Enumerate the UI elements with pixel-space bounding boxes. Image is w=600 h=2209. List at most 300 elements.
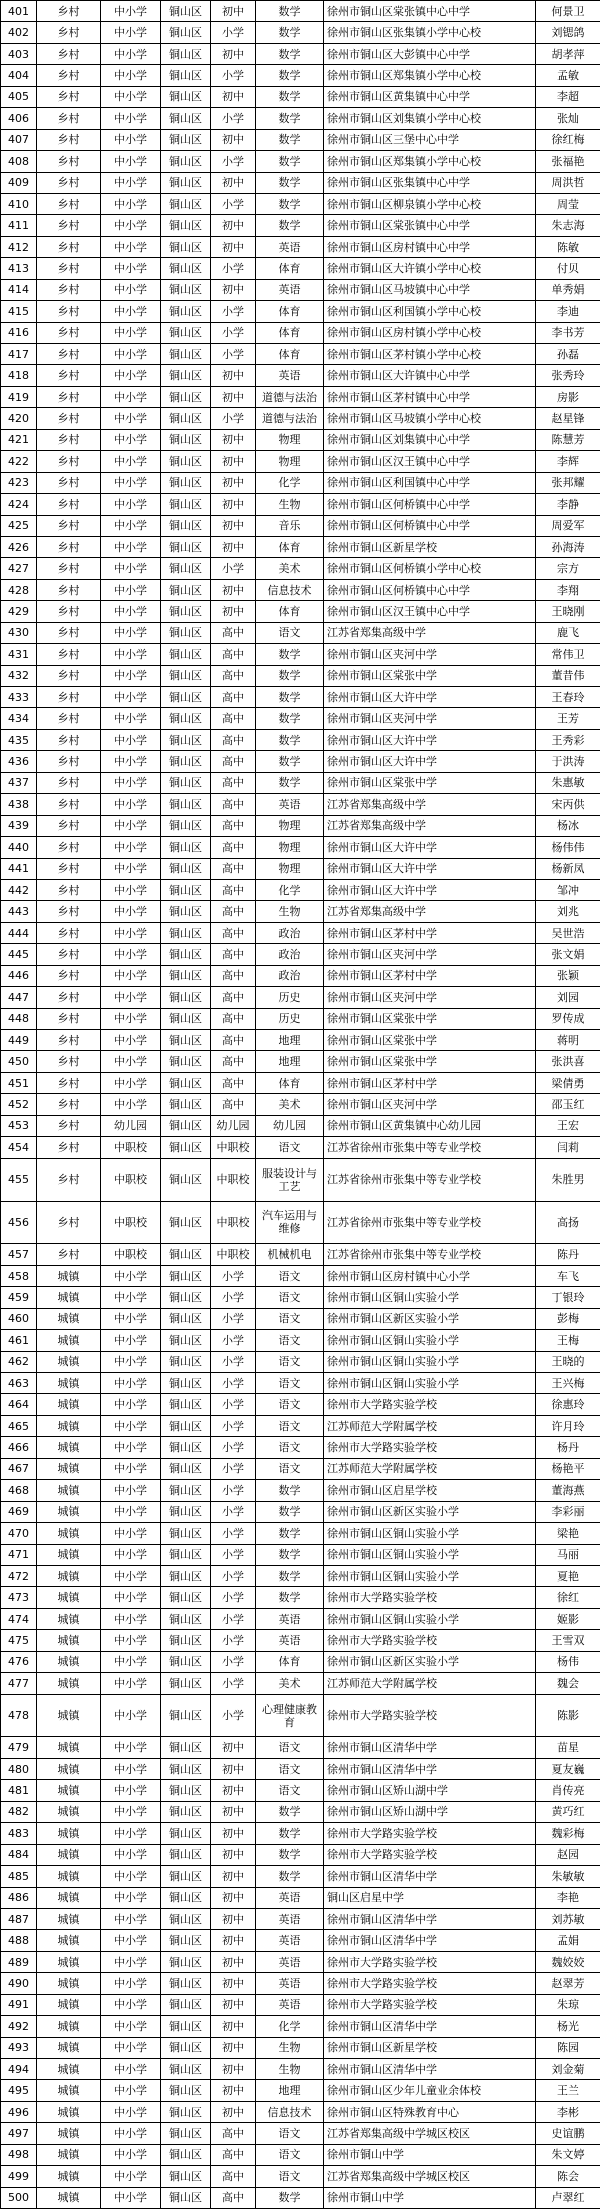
district-cell: 铜山区 <box>161 2059 211 2080</box>
subject-cell: 英语 <box>256 1973 324 1994</box>
school-level-cell: 小学 <box>211 1265 256 1286</box>
school-category-cell: 中小学 <box>101 901 161 922</box>
school-category-cell: 中小学 <box>101 1544 161 1565</box>
row-number-cell: 422 <box>1 451 37 472</box>
school-category-cell: 中小学 <box>101 86 161 107</box>
area-type-cell: 乡村 <box>37 86 101 107</box>
school-category-cell: 中小学 <box>101 408 161 429</box>
school-category-cell: 中小学 <box>101 65 161 86</box>
row-number-cell: 446 <box>1 965 37 986</box>
area-type-cell: 城镇 <box>37 1308 101 1329</box>
school-level-cell: 中职校 <box>211 1137 256 1158</box>
area-type-cell: 城镇 <box>37 2123 101 2144</box>
school-name-cell: 徐州市铜山区夹河中学 <box>324 644 536 665</box>
subject-cell: 数学 <box>256 1823 324 1844</box>
row-number-cell: 497 <box>1 2123 37 2144</box>
school-level-cell: 初中 <box>211 451 256 472</box>
school-level-cell: 中职校 <box>211 1201 256 1244</box>
subject-cell: 语文 <box>256 1458 324 1479</box>
district-cell: 铜山区 <box>161 1630 211 1651</box>
area-type-cell: 城镇 <box>37 1887 101 1908</box>
school-name-cell: 徐州市铜山区新星学校 <box>324 536 536 557</box>
school-name-cell: 徐州市铜山区茅村中学 <box>324 965 536 986</box>
area-type-cell: 乡村 <box>37 601 101 622</box>
area-type-cell: 城镇 <box>37 1973 101 1994</box>
school-name-cell: 徐州市铜山区大许中学 <box>324 729 536 750</box>
teacher-name-cell: 徐红梅 <box>536 129 600 150</box>
subject-cell: 政治 <box>256 965 324 986</box>
subject-cell: 物理 <box>256 837 324 858</box>
district-cell: 铜山区 <box>161 1565 211 1586</box>
school-level-cell: 初中 <box>211 2016 256 2037</box>
row-number-cell: 465 <box>1 1415 37 1436</box>
subject-cell: 体育 <box>256 301 324 322</box>
teacher-name-cell: 常伟卫 <box>536 644 600 665</box>
district-cell: 铜山区 <box>161 1158 211 1201</box>
school-level-cell: 初中 <box>211 1758 256 1779</box>
teacher-name-cell: 朱文婷 <box>536 2144 600 2165</box>
teacher-name-cell: 夏友巍 <box>536 1758 600 1779</box>
school-category-cell: 中小学 <box>101 1308 161 1329</box>
school-name-cell: 徐州市铜山区何桥镇小学中心校 <box>324 558 536 579</box>
school-level-cell: 初中 <box>211 1951 256 1972</box>
school-level-cell: 小学 <box>211 65 256 86</box>
school-level-cell: 小学 <box>211 1608 256 1629</box>
district-cell: 铜山区 <box>161 215 211 236</box>
school-name-cell: 徐州市大学路实验学校 <box>324 1844 536 1865</box>
school-category-cell: 中小学 <box>101 1651 161 1672</box>
school-name-cell: 徐州市铜山区汉王镇中心中学 <box>324 451 536 472</box>
subject-cell: 英语 <box>256 279 324 300</box>
district-cell: 铜山区 <box>161 301 211 322</box>
school-level-cell: 初中 <box>211 1823 256 1844</box>
teacher-name-cell: 张颖 <box>536 965 600 986</box>
school-name-cell: 徐州市大学路实验学校 <box>324 1437 536 1458</box>
school-category-cell: 中小学 <box>101 515 161 536</box>
school-name-cell: 徐州市大学路实验学校 <box>324 1630 536 1651</box>
district-cell: 铜山区 <box>161 108 211 129</box>
table-row <box>1 815 600 836</box>
school-name-cell: 徐州市铜山区张集镇小学中心校 <box>324 22 536 43</box>
school-level-cell: 高中 <box>211 729 256 750</box>
school-level-cell: 高中 <box>211 1072 256 1093</box>
table-row <box>1 386 600 407</box>
subject-cell: 信息技术 <box>256 2101 324 2122</box>
area-type-cell: 乡村 <box>37 429 101 450</box>
school-name-cell: 江苏省徐州市张集中等专业学校 <box>324 1137 536 1158</box>
table-row <box>1 2144 600 2165</box>
district-cell: 铜山区 <box>161 622 211 643</box>
subject-cell: 语文 <box>256 2166 324 2187</box>
district-cell: 铜山区 <box>161 1587 211 1608</box>
teacher-name-cell: 李彩丽 <box>536 1501 600 1522</box>
table-row <box>1 1930 600 1951</box>
subject-cell: 数学 <box>256 665 324 686</box>
row-number-cell: 462 <box>1 1351 37 1372</box>
school-name-cell: 徐州市铜山区刘集镇小学中心校 <box>324 108 536 129</box>
row-number-cell: 420 <box>1 408 37 429</box>
teacher-name-cell: 王晓刚 <box>536 601 600 622</box>
subject-cell: 体育 <box>256 258 324 279</box>
teacher-name-cell: 宗方 <box>536 558 600 579</box>
school-name-cell: 徐州市铜山区大彭镇中心中学 <box>324 43 536 64</box>
subject-cell: 语文 <box>256 1394 324 1415</box>
area-type-cell: 城镇 <box>37 1823 101 1844</box>
school-category-cell: 中小学 <box>101 1373 161 1394</box>
school-level-cell: 高中 <box>211 858 256 879</box>
row-number-cell: 486 <box>1 1887 37 1908</box>
table-row <box>1 2123 600 2144</box>
district-cell: 铜山区 <box>161 1823 211 1844</box>
district-cell: 铜山区 <box>161 1287 211 1308</box>
teacher-name-cell: 黄巧红 <box>536 1801 600 1822</box>
area-type-cell: 乡村 <box>37 772 101 793</box>
area-type-cell: 乡村 <box>37 1094 101 1115</box>
school-category-cell: 中小学 <box>101 172 161 193</box>
table-row <box>1 1608 600 1629</box>
row-number-cell: 408 <box>1 151 37 172</box>
school-category-cell: 中小学 <box>101 879 161 900</box>
district-cell: 铜山区 <box>161 987 211 1008</box>
area-type-cell: 城镇 <box>37 1265 101 1286</box>
area-type-cell: 乡村 <box>37 687 101 708</box>
row-number-cell: 431 <box>1 644 37 665</box>
subject-cell: 体育 <box>256 344 324 365</box>
area-type-cell: 城镇 <box>37 2101 101 2122</box>
school-level-cell: 高中 <box>211 965 256 986</box>
area-type-cell: 乡村 <box>37 386 101 407</box>
area-type-cell: 乡村 <box>37 108 101 129</box>
row-number-cell: 494 <box>1 2059 37 2080</box>
school-name-cell: 徐州市铜山区三堡中心中学 <box>324 129 536 150</box>
school-level-cell: 高中 <box>211 837 256 858</box>
teacher-name-cell: 魏会 <box>536 1673 600 1694</box>
teacher-name-cell: 吴世浩 <box>536 922 600 943</box>
row-number-cell: 474 <box>1 1608 37 1629</box>
school-name-cell: 江苏师范大学附属学校 <box>324 1673 536 1694</box>
area-type-cell: 乡村 <box>37 151 101 172</box>
school-name-cell: 徐州市铜山区大许中学 <box>324 858 536 879</box>
row-number-cell: 410 <box>1 193 37 214</box>
school-category-cell: 中小学 <box>101 815 161 836</box>
teacher-name-cell: 魏姣姣 <box>536 1951 600 1972</box>
teacher-name-cell: 邵玉红 <box>536 1094 600 1115</box>
district-cell: 铜山区 <box>161 536 211 557</box>
table-row <box>1 1780 600 1801</box>
row-number-cell: 469 <box>1 1501 37 1522</box>
school-name-cell: 徐州市铜山区茅村镇小学中心校 <box>324 344 536 365</box>
table-row <box>1 236 600 257</box>
subject-cell: 服装设计与工艺 <box>256 1158 324 1201</box>
table-row <box>1 1373 600 1394</box>
row-number-cell: 444 <box>1 922 37 943</box>
table-row <box>1 1287 600 1308</box>
row-number-cell: 417 <box>1 344 37 365</box>
subject-cell: 英语 <box>256 1630 324 1651</box>
area-type-cell: 城镇 <box>37 1394 101 1415</box>
school-level-cell: 初中 <box>211 536 256 557</box>
area-type-cell: 乡村 <box>37 129 101 150</box>
district-cell: 铜山区 <box>161 1651 211 1672</box>
school-category-cell: 中小学 <box>101 2187 161 2208</box>
teacher-name-cell: 付贝 <box>536 258 600 279</box>
school-category-cell: 中小学 <box>101 2016 161 2037</box>
row-number-cell: 451 <box>1 1072 37 1093</box>
row-number-cell: 416 <box>1 322 37 343</box>
school-category-cell: 中小学 <box>101 1908 161 1929</box>
area-type-cell: 城镇 <box>37 1501 101 1522</box>
school-category-cell: 中小学 <box>101 1415 161 1436</box>
area-type-cell: 乡村 <box>37 751 101 772</box>
row-number-cell: 490 <box>1 1973 37 1994</box>
row-number-cell: 476 <box>1 1651 37 1672</box>
subject-cell: 数学 <box>256 772 324 793</box>
district-cell: 铜山区 <box>161 1 211 22</box>
school-name-cell: 徐州市铜山区矫山湖中学 <box>324 1780 536 1801</box>
school-level-cell: 初中 <box>211 215 256 236</box>
table-row <box>1 944 600 965</box>
district-cell: 铜山区 <box>161 944 211 965</box>
table-row <box>1 1351 600 1372</box>
table-body <box>1 1 600 2209</box>
row-number-cell: 443 <box>1 901 37 922</box>
subject-cell: 语文 <box>256 2123 324 2144</box>
district-cell: 铜山区 <box>161 1008 211 1029</box>
school-name-cell: 江苏省郑集高级中学 <box>324 815 536 836</box>
teacher-name-cell: 王秀彩 <box>536 729 600 750</box>
school-category-cell: 中小学 <box>101 965 161 986</box>
table-row <box>1 472 600 493</box>
area-type-cell: 城镇 <box>37 1587 101 1608</box>
teacher-name-cell: 赵园 <box>536 1844 600 1865</box>
area-type-cell: 乡村 <box>37 1137 101 1158</box>
area-type-cell: 乡村 <box>37 879 101 900</box>
school-name-cell: 徐州市铜山区清华中学 <box>324 1908 536 1929</box>
school-level-cell: 小学 <box>211 1351 256 1372</box>
district-cell: 铜山区 <box>161 708 211 729</box>
district-cell: 铜山区 <box>161 1844 211 1865</box>
row-number-cell: 458 <box>1 1265 37 1286</box>
school-level-cell: 初中 <box>211 2059 256 2080</box>
school-category-cell: 中小学 <box>101 1051 161 1072</box>
subject-cell: 化学 <box>256 879 324 900</box>
teacher-name-cell: 梁艳 <box>536 1523 600 1544</box>
school-category-cell: 中小学 <box>101 1758 161 1779</box>
district-cell: 铜山区 <box>161 858 211 879</box>
row-number-cell: 495 <box>1 2080 37 2101</box>
table-row <box>1 579 600 600</box>
area-type-cell: 城镇 <box>37 2059 101 2080</box>
teacher-name-cell: 于洪涛 <box>536 751 600 772</box>
school-level-cell: 初中 <box>211 472 256 493</box>
row-number-cell: 409 <box>1 172 37 193</box>
area-type-cell: 乡村 <box>37 1072 101 1093</box>
teacher-name-cell: 刘兆 <box>536 901 600 922</box>
row-number-cell: 439 <box>1 815 37 836</box>
school-name-cell: 徐州市铜山区夹河中学 <box>324 944 536 965</box>
school-level-cell: 小学 <box>211 108 256 129</box>
school-name-cell: 徐州市铜山区房村镇小学中心校 <box>324 322 536 343</box>
teacher-name-cell: 孟敏 <box>536 65 600 86</box>
district-cell: 铜山区 <box>161 794 211 815</box>
district-cell: 铜山区 <box>161 1265 211 1286</box>
row-number-cell: 478 <box>1 1694 37 1737</box>
teacher-name-cell: 杨艳平 <box>536 1458 600 1479</box>
district-cell: 铜山区 <box>161 665 211 686</box>
school-category-cell: 中小学 <box>101 472 161 493</box>
school-name-cell: 江苏省郑集高级中学城区校区 <box>324 2123 536 2144</box>
subject-cell: 政治 <box>256 922 324 943</box>
school-category-cell: 中小学 <box>101 1608 161 1629</box>
area-type-cell: 城镇 <box>37 1373 101 1394</box>
district-cell: 铜山区 <box>161 1351 211 1372</box>
table-row <box>1 65 600 86</box>
school-category-cell: 中小学 <box>101 1565 161 1586</box>
school-name-cell: 徐州市铜山区清华中学 <box>324 1930 536 1951</box>
table-row <box>1 901 600 922</box>
row-number-cell: 430 <box>1 622 37 643</box>
school-level-cell: 小学 <box>211 558 256 579</box>
subject-cell: 数学 <box>256 108 324 129</box>
row-number-cell: 445 <box>1 944 37 965</box>
school-name-cell: 铜山区启星中学 <box>324 1887 536 1908</box>
area-type-cell: 乡村 <box>37 258 101 279</box>
school-category-cell: 中小学 <box>101 129 161 150</box>
area-type-cell: 城镇 <box>37 1651 101 1672</box>
teacher-name-cell: 丁银玲 <box>536 1287 600 1308</box>
row-number-cell: 438 <box>1 794 37 815</box>
row-number-cell: 403 <box>1 43 37 64</box>
table-row <box>1 1115 600 1136</box>
subject-cell: 语文 <box>256 1415 324 1436</box>
subject-cell: 美术 <box>256 1673 324 1694</box>
school-level-cell: 高中 <box>211 794 256 815</box>
row-number-cell: 456 <box>1 1201 37 1244</box>
school-category-cell: 中小学 <box>101 386 161 407</box>
area-type-cell: 乡村 <box>37 944 101 965</box>
school-category-cell: 中小学 <box>101 987 161 1008</box>
school-category-cell: 中小学 <box>101 236 161 257</box>
district-cell: 铜山区 <box>161 1373 211 1394</box>
district-cell: 铜山区 <box>161 815 211 836</box>
area-type-cell: 城镇 <box>37 2144 101 2165</box>
teacher-name-cell: 肖传亮 <box>536 1780 600 1801</box>
district-cell: 铜山区 <box>161 1308 211 1329</box>
school-name-cell: 徐州市铜山区棠张中学 <box>324 1030 536 1051</box>
row-number-cell: 468 <box>1 1480 37 1501</box>
table-row <box>1 1866 600 1887</box>
school-level-cell: 初中 <box>211 429 256 450</box>
subject-cell: 数学 <box>256 687 324 708</box>
row-number-cell: 461 <box>1 1330 37 1351</box>
subject-cell: 语文 <box>256 1373 324 1394</box>
table-row <box>1 322 600 343</box>
school-level-cell: 初中 <box>211 236 256 257</box>
district-cell: 铜山区 <box>161 751 211 772</box>
row-number-cell: 498 <box>1 2144 37 2165</box>
row-number-cell: 432 <box>1 665 37 686</box>
row-number-cell: 467 <box>1 1458 37 1479</box>
teacher-name-cell: 刘锶鸽 <box>536 22 600 43</box>
table-row <box>1 1973 600 1994</box>
teacher-name-cell: 蒋明 <box>536 1030 600 1051</box>
district-cell: 铜山区 <box>161 2123 211 2144</box>
school-level-cell: 小学 <box>211 22 256 43</box>
school-level-cell: 高中 <box>211 901 256 922</box>
table-row <box>1 708 600 729</box>
subject-cell: 数学 <box>256 65 324 86</box>
area-type-cell: 乡村 <box>37 1158 101 1201</box>
teacher-name-cell: 陈敏 <box>536 236 600 257</box>
school-level-cell: 初中 <box>211 601 256 622</box>
row-number-cell: 479 <box>1 1737 37 1758</box>
school-level-cell: 小学 <box>211 1587 256 1608</box>
area-type-cell: 城镇 <box>37 1737 101 1758</box>
area-type-cell: 城镇 <box>37 1758 101 1779</box>
school-level-cell: 高中 <box>211 1051 256 1072</box>
row-number-cell: 449 <box>1 1030 37 1051</box>
school-level-cell: 初中 <box>211 1 256 22</box>
teacher-name-cell: 史谊鹏 <box>536 2123 600 2144</box>
table-row <box>1 1480 600 1501</box>
school-category-cell: 中小学 <box>101 579 161 600</box>
school-level-cell: 高中 <box>211 2144 256 2165</box>
row-number-cell: 472 <box>1 1565 37 1586</box>
subject-cell: 语文 <box>256 1351 324 1372</box>
school-category-cell: 中小学 <box>101 858 161 879</box>
school-category-cell: 中小学 <box>101 1844 161 1865</box>
school-name-cell: 徐州市铜山区新星学校 <box>324 2037 536 2058</box>
area-type-cell: 乡村 <box>37 1201 101 1244</box>
table-row <box>1 2080 600 2101</box>
district-cell: 铜山区 <box>161 1501 211 1522</box>
district-cell: 铜山区 <box>161 258 211 279</box>
district-cell: 铜山区 <box>161 172 211 193</box>
row-number-cell: 437 <box>1 772 37 793</box>
district-cell: 铜山区 <box>161 451 211 472</box>
school-category-cell: 中小学 <box>101 151 161 172</box>
table-row <box>1 2166 600 2187</box>
table-row <box>1 687 600 708</box>
district-cell: 铜山区 <box>161 65 211 86</box>
school-level-cell: 初中 <box>211 365 256 386</box>
district-cell: 铜山区 <box>161 1887 211 1908</box>
teacher-name-cell: 王兴梅 <box>536 1373 600 1394</box>
district-cell: 铜山区 <box>161 1930 211 1951</box>
subject-cell: 体育 <box>256 601 324 622</box>
subject-cell: 语文 <box>256 1137 324 1158</box>
area-type-cell: 乡村 <box>37 515 101 536</box>
subject-cell: 汽车运用与维修 <box>256 1201 324 1244</box>
subject-cell: 语文 <box>256 1330 324 1351</box>
table-row <box>1 151 600 172</box>
table-row <box>1 1 600 22</box>
school-level-cell: 小学 <box>211 1330 256 1351</box>
area-type-cell: 乡村 <box>37 1115 101 1136</box>
area-type-cell: 乡村 <box>37 1051 101 1072</box>
school-level-cell: 中职校 <box>211 1158 256 1201</box>
teacher-name-cell: 陈园 <box>536 2037 600 2058</box>
area-type-cell: 城镇 <box>37 1673 101 1694</box>
row-number-cell: 463 <box>1 1373 37 1394</box>
school-category-cell: 中小学 <box>101 751 161 772</box>
table-row <box>1 1051 600 1072</box>
school-category-cell: 中职校 <box>101 1244 161 1265</box>
area-type-cell: 乡村 <box>37 622 101 643</box>
row-number-cell: 496 <box>1 2101 37 2122</box>
school-name-cell: 徐州市铜山区新区实验小学 <box>324 1651 536 1672</box>
school-level-cell: 初中 <box>211 43 256 64</box>
